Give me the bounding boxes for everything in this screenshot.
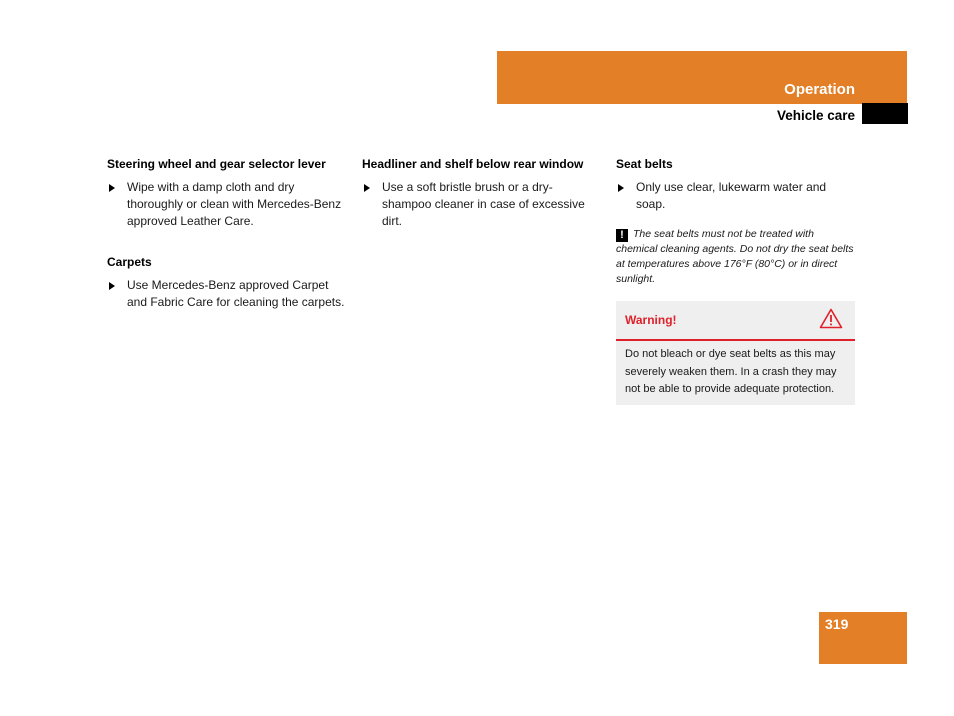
section-title: Operation xyxy=(784,81,855,98)
caution-note xyxy=(616,227,854,287)
bullet-text: Wipe with a damp cloth and dry thoroughly or clean with Mercedes-Benz approved Leather Care. xyxy=(127,180,342,228)
warning-box xyxy=(616,301,855,405)
subsection-title: Vehicle care xyxy=(776,108,855,123)
column-3 xyxy=(616,156,854,405)
column-2 xyxy=(362,156,600,244)
heading-headliner: Headliner and shelf below rear window xyxy=(362,157,584,171)
bullet-arrow-icon xyxy=(109,184,115,192)
bullet-text: Use a soft bristle brush or a dry-shampoo cleaner in case of excessive dirt. xyxy=(382,180,585,228)
column-1 xyxy=(107,156,345,325)
bullet-text: Only use clear, lukewarm water and soap. xyxy=(636,180,827,211)
heading-steering-wheel: Steering wheel and gear selector lever xyxy=(107,157,326,171)
warning-text: Do not bleach or dye seat belts as this may severely weaken them. In a crash they may not be able to provide adequate protection. xyxy=(625,348,837,395)
page-number: 319 xyxy=(825,616,849,632)
bullet-arrow-icon xyxy=(364,184,370,192)
heading-seat-belts: Seat belts xyxy=(616,157,673,171)
warning-header xyxy=(616,301,855,341)
warning-triangle-icon xyxy=(819,308,843,334)
list-item xyxy=(616,179,854,213)
section-header-tab xyxy=(497,51,907,104)
warning-label: Warning! xyxy=(625,313,677,327)
bullet-text: Use Mercedes-Benz approved Carpet and Fabric Care for cleaning the carpets. xyxy=(127,278,345,309)
page-number-tab xyxy=(819,612,907,664)
bullet-arrow-icon xyxy=(618,184,624,192)
list-item xyxy=(107,179,345,230)
list-item xyxy=(107,277,345,311)
subsection-marker xyxy=(862,103,908,124)
heading-carpets: Carpets xyxy=(107,255,152,269)
bullet-arrow-icon xyxy=(109,282,115,290)
list-item xyxy=(362,179,600,230)
exclamation-icon: ! xyxy=(616,229,628,242)
note-text: The seat belts must not be treated with chemical cleaning agents. Do not dry the seat belts at temperatures above 176°F (80°C) or in direct sunlight. xyxy=(616,228,854,285)
